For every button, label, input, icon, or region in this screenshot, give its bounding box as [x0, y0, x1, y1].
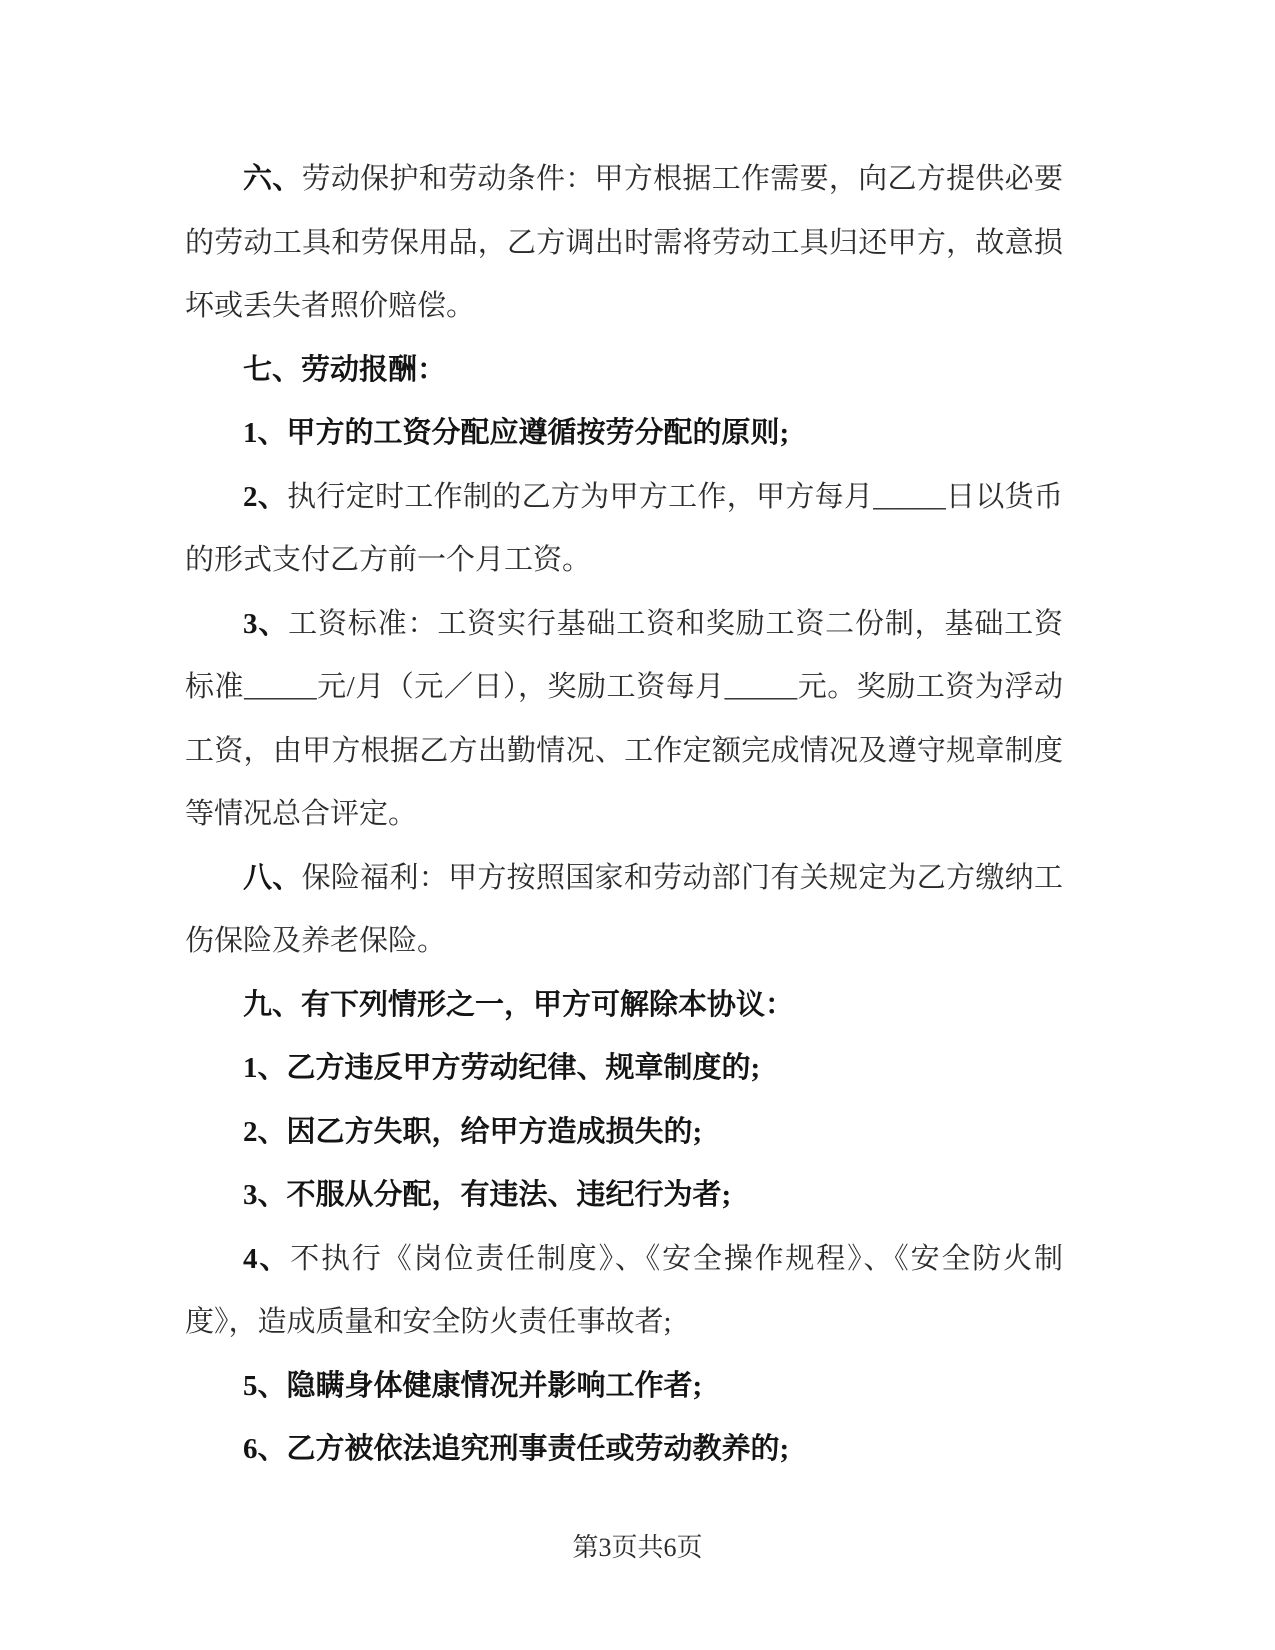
paragraph [185, 402, 1063, 466]
paragraph [185, 1164, 1063, 1228]
paragraph [185, 466, 1063, 593]
paragraph [185, 1101, 1063, 1165]
paragraph [185, 974, 1063, 1038]
text-segment: 执行定时工作制的乙方为甲方工作，甲方每月_____日以货币的形式支付乙方前一个月工资。 [185, 480, 1063, 576]
paragraph [185, 148, 1063, 339]
paragraph [185, 593, 1063, 847]
text-segment-bold: 1、甲方的工资分配应遵循按劳分配的原则; [243, 417, 790, 449]
text-segment-bold: 六、 [243, 163, 302, 195]
text-segment-bold: 2、因乙方失职，给甲方造成损失的; [243, 1115, 703, 1148]
text-segment-bold: 4、 [243, 1242, 291, 1275]
text-segment-bold: 3、不服从分配，有违法、违纪行为者; [243, 1179, 732, 1211]
text-segment-bold: 九、有下列情形之一，甲方可解除本协议： [243, 988, 795, 1021]
text-segment-bold: 1、乙方违反甲方劳动纪律、规章制度的; [243, 1052, 761, 1084]
text-segment: 工资标准：工资实行基础工资和奖励工资二份制，基础工资标准_____元/月（元／日），奖励工资每月_____元。奖励工资为浮动工资，由甲方根据乙方出勤情况、工作定额完成情况及遵守规章制度等情况总合评定。 [185, 607, 1063, 830]
page-number: 第3页共6页 [572, 1533, 703, 1562]
text-segment: 不执行《岗位责任制度》、《安全操作规程》、《安全防火制度》，造成质量和安全防火责任事故者; [185, 1242, 1063, 1338]
text-segment-bold: 七、劳动报酬： [243, 353, 447, 386]
text-segment: 劳动保护和劳动条件：甲方根据工作需要，向乙方提供必要的劳动工具和劳保用品，乙方调出时需将劳动工具归还甲方，故意损坏或丢失者照价赔偿。 [185, 163, 1063, 322]
document-body [185, 148, 1063, 1482]
text-segment-bold: 八、 [243, 861, 302, 894]
text-segment-bold: 6、乙方被依法追究刑事责任或劳动教养的; [243, 1433, 790, 1465]
text-segment-bold: 2、 [243, 480, 288, 513]
paragraph [185, 1037, 1063, 1101]
text-segment: 保险福利：甲方按照国家和劳动部门有关规定为乙方缴纳工伤保险及养老保险。 [185, 861, 1063, 957]
paragraph [185, 847, 1063, 974]
paragraph [185, 339, 1063, 403]
text-segment-bold: 5、隐瞒身体健康情况并影响工作者; [243, 1369, 703, 1402]
paragraph [185, 1228, 1063, 1355]
text-segment-bold: 3、 [243, 607, 289, 640]
paragraph [185, 1355, 1063, 1419]
paragraph [185, 1418, 1063, 1482]
